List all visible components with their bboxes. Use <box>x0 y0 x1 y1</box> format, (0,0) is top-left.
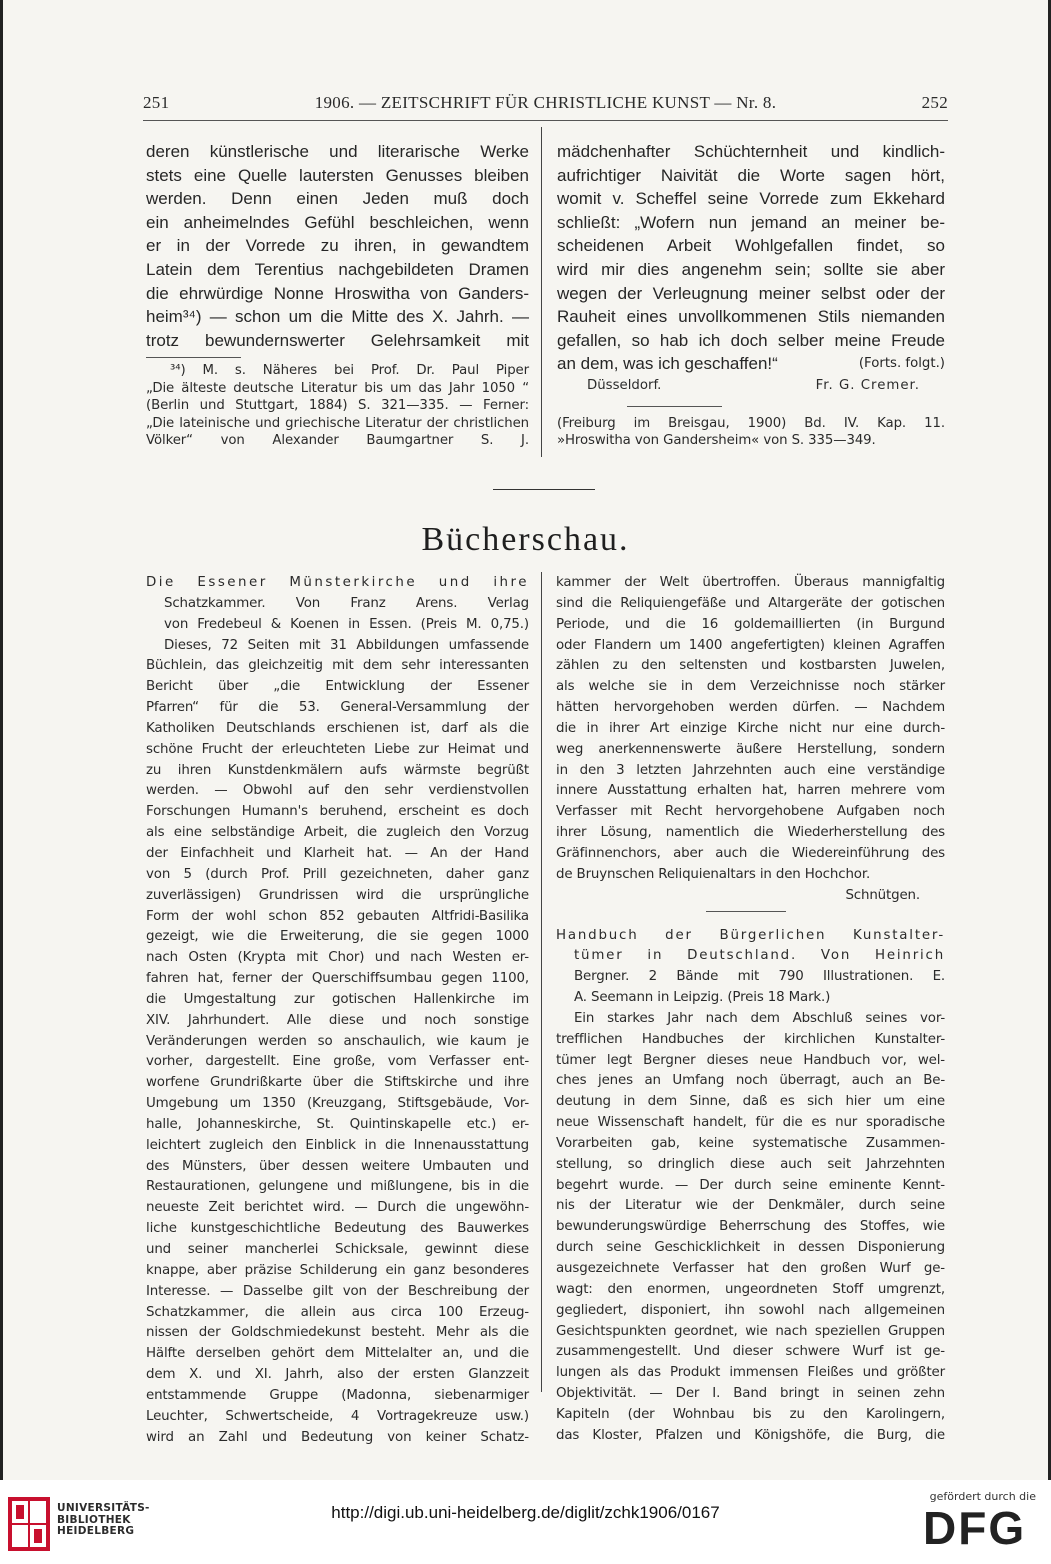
text-line: wird mir dies angenehm sein; sollte sie aber <box>557 259 945 279</box>
library-name-line: HEIDELBERG <box>57 1525 135 1537</box>
text-line: das Kloster, Pfalzen und Königshöfe, die Burg, die <box>556 1427 945 1443</box>
footnote <box>557 415 945 450</box>
text-line: Periode, und die 16 goldemaillierten (in Burgund <box>556 616 945 632</box>
text-line: werden. Denn einen Jeden muß doch <box>146 189 529 209</box>
text-line: leichtert zugleich den Einblick in die Innenausstattung <box>146 1137 529 1153</box>
text-line: vorher, dargestellt. Eine große, vom Verfasser ent- <box>146 1054 529 1070</box>
text-line: ches jenes an Umfang noch überragt, auch an Be- <box>556 1073 945 1089</box>
text-line: Verfasser mit Recht hervorgehobene Aufgaben noch <box>556 804 945 820</box>
dfg-logo-text: DFG <box>923 1504 1027 1550</box>
text-line: der Einfachheit und Klarheit hat. — An der Hand <box>146 845 529 861</box>
text-line: wegen der Verleugnung meiner selbst oder der <box>557 283 945 303</box>
text-line: und seiner mancherlei Schicksale, gewinnt diese <box>146 1242 529 1257</box>
text-line: de Bruynschen Reliquienaltars in den Hochchor. <box>556 866 871 882</box>
article-signature <box>557 376 945 396</box>
text-line: Veränderungen werden so anschaulich, wie kaum je <box>146 1033 529 1049</box>
text-line: Dieses, 72 Seiten mit 31 Abbildungen umfassende <box>164 637 529 653</box>
text-line: kammer der Welt übertroffen. Überaus mannigfaltig <box>556 575 945 590</box>
text-line: Restaurationen, gelungene und mißlungene, bis in die <box>146 1179 529 1195</box>
text-line: nis der Literatur wie der Denkmäler, durch seine <box>556 1198 945 1214</box>
text-line: als eine selbständige Arbeit, die zugleich den Vorzug <box>146 825 529 841</box>
review-divider <box>706 911 786 912</box>
footnote-line: (Berlin und Stuttgart, 1884) S. 321—335. — Ferner: <box>146 398 529 414</box>
text-line: Schatzkammer, die allein aus circa 100 Erzeug- <box>146 1304 529 1320</box>
signature-place: Düsseldorf. <box>587 377 662 393</box>
text-line: die in ihrer Art einzige Kirche nicht nur eine durch- <box>556 720 945 736</box>
text-line: in den 3 letzten Jahrzehnten auch eine verständige <box>556 762 945 778</box>
text-line: gezeigt, wie die Erweiterung, die sie gegen 1000 <box>146 929 529 945</box>
text-line: Interesse. — Dasselbe gilt von der Beschreibung der <box>146 1283 529 1299</box>
text-line: durch seine Geschicklichkeit in dessen Disponierung <box>556 1240 945 1256</box>
bottom-right-column <box>556 573 945 1447</box>
text-line: des Münsters, über dessen weitere Umbauten und <box>146 1158 529 1174</box>
text-line-last <box>557 352 945 376</box>
text-line: ihrer Lösung, namentlich die Wiederherstellung des <box>556 825 945 841</box>
review-heading-line: A. Seemann in Leipzig. (Preis 18 Mark.) <box>574 990 831 1006</box>
text-line: Latein dem Terentius nachgebildeten Dramen <box>146 259 529 279</box>
digitization-footer <box>0 1480 1051 1564</box>
text-line: ausgezeichnete Verfasser hat den großen Wurf ge- <box>556 1261 945 1276</box>
signature-author: Fr. G. Cremer. <box>815 377 920 393</box>
review-signature: Schnütgen. <box>845 887 920 903</box>
text-line: begehrt wurde. — Der durch seine eminente Kennt- <box>556 1177 945 1193</box>
text-line: Hälfte derselben gehört dem Mittelalter an, und die <box>146 1346 529 1362</box>
section-divider <box>493 489 595 490</box>
footnote-line: „Die älteste deutsche Literatur bis um das Jahr 1050 “ <box>146 380 529 396</box>
footnote <box>146 362 529 449</box>
text-line: zu ihren Kunstdenkmälern aufs wärmste begrüßt <box>146 762 529 778</box>
text-line: trotz bewundernswerter Gelehrsamkeit mit <box>146 330 529 350</box>
text-line: werden. — Obwohl auf den sehr verdienstvollen <box>146 783 529 799</box>
text-line: liche kunstgeschichtliche Bedeutung des Bauwerkes <box>146 1221 529 1237</box>
text-line: trefflichen Handbuches der kirchlichen Kunstalter- <box>556 1031 945 1047</box>
text-line: Ein starkes Jahr nach dem Abschluß seines vor- <box>574 1010 945 1026</box>
text-line: Objektivität. — Der I. Band bringt in seinen zehn <box>556 1386 945 1402</box>
text-line: neueste Zeit berichtet wird. — Durch die ungewöhn- <box>146 1200 529 1216</box>
review-heading-line: Bergner. 2 Bände mit 790 Illustrationen. E. <box>574 969 945 985</box>
text-line: Forschungen Humann's beruhend, erscheint es doch <box>146 804 529 820</box>
text-line: deutung in dem Sinne, daß es sich hier um eine <box>556 1094 945 1110</box>
text-line: dem X. und XI. Jahrh, also der ersten Glanzzeit <box>146 1367 529 1383</box>
running-header <box>143 93 948 119</box>
text-line: die Umgestaltung zur gotischen Hallenkirche im <box>146 991 529 1007</box>
dfg-logo-icon <box>921 1504 1039 1550</box>
header-rule <box>143 120 948 121</box>
text-line: wagt: den enormen, ungeordneten Stoff umgrenzt, <box>556 1281 945 1297</box>
text-line: Kapiteln (der Wohnbau bis zu den Karolingern, <box>556 1406 945 1422</box>
review-heading-line: Handbuch der Bürgerlichen Kunstalter- <box>556 927 945 943</box>
section-title: Bücherschau. <box>421 521 630 558</box>
text-line: Bericht über „die Entwicklung der Essener <box>146 679 529 695</box>
text-line: nissen der Goldschmiedekunst besteht. Mehr als die <box>146 1325 529 1341</box>
review-heading-line: Die Essener Münsterkirche und ihre <box>146 575 529 590</box>
footnote-line: „Die lateinische und griechische Literatur der christlichen <box>146 415 529 431</box>
text-line: zählen zu den seltensten und kostbarsten Juwelen, <box>556 658 945 674</box>
text-line: schließt: „Wofern nun jemand an meiner be- <box>557 212 945 232</box>
text-line: er in der Vorrede zu ihren, in gewandtem <box>146 236 529 256</box>
library-name-line: BIBLIOTHEK <box>57 1513 131 1526</box>
review-heading-line: von Fredebeul & Koenen in Essen. (Preis M. 0,75.) <box>164 616 529 632</box>
text-line: Katholiken Deutschlands erschienen ist, darf als die <box>146 720 529 736</box>
body-text <box>146 140 529 352</box>
text-line: nach Osten (Krypta mit Chor) und nach Westen er- <box>146 950 529 966</box>
text-line: Form der wohl schon 852 gebauten Altfridi-Basilika <box>146 908 529 924</box>
text-line: Gesichtspunkten geordnet, wie nach speziellen Gruppen <box>556 1323 945 1339</box>
footnote-rule <box>146 357 241 358</box>
text-line: scheidenen Arbeit Wohlgefallen findet, so <box>557 236 945 256</box>
journal-title: 1906. — ZEITSCHRIFT FÜR CHRISTLICHE KUNST — Nr. 8. <box>314 93 777 112</box>
continuation-note: (Forts. folgt.) <box>858 356 945 372</box>
text-line: lungen als das Produkt immensen Fleißes und größter <box>556 1365 945 1381</box>
text-line: als welche sie in dem Verzeichnisse noch stärker <box>556 679 945 695</box>
footnote-line: Völker“ von Alexander Baumgartner S. J. <box>146 432 529 448</box>
footnote-line: (Freiburg im Breisgau, 1900) Bd. IV. Kap. 11. <box>557 415 945 431</box>
text-line: knappe, aber präzise Schilderung ein ganz besonderes <box>146 1262 529 1278</box>
text-line: Rauheit eines unvollkommenen Stils niemanden <box>557 307 945 327</box>
text-line: heim³⁴) — schon um die Mitte des X. Jahrh. — <box>146 307 529 327</box>
text-line: hätten hervorgehoben werden dürfen. — Nachdem <box>556 700 945 716</box>
text-line: worfene Grundrißkarte über die Stiftskirche und ihre <box>146 1075 529 1091</box>
text-line: sind die Reliquiengefäße und Altargeräte der gotischen <box>556 595 945 611</box>
text-line: Umgebung um 1350 (Kreuzgang, Stiftsgebäude, Vor- <box>146 1096 529 1112</box>
bottom-left-column <box>146 573 529 1448</box>
text-line: zuverlässigen) Grundrissen wird die ursprüngliche <box>146 887 529 903</box>
footnote-line: »Hroswitha von Gandersheim« von S. 335—349. <box>557 433 876 449</box>
column-divider-bottom <box>541 572 542 1392</box>
text-line: gegliedert, disponiert, ihn sowohl nach allgemeinen <box>556 1302 945 1318</box>
top-left-column <box>146 140 529 449</box>
review-heading-line: tümer in Deutschland. Von Heinrich <box>574 948 945 964</box>
text-line: XIV. Jahrhundert. Alle diese und noch sonstige <box>146 1012 529 1028</box>
text-line: stellung, so dringlich diese auch seit Jahrzehnten <box>556 1156 945 1172</box>
library-name-line: UNIVERSITÄTS- <box>57 1502 150 1514</box>
text-line: womit v. Scheffel seine Vorrede zum Ekkehard <box>557 189 945 209</box>
text-line: von 5 (durch Prof. Prill gezeichneten, daher ganz <box>146 866 529 882</box>
closing-line: an dem, was ich geschaffen!“ <box>557 354 778 374</box>
text-line: fahren hat, ferner der Querschiffsumbau gegen 1100, <box>146 971 529 987</box>
text-line: neue Wissenschaft handelt, für die es nur sporadische <box>556 1115 945 1131</box>
text-line: weg anerkennenswerte äußere Herstellung, sondern <box>556 741 945 757</box>
text-line: deren künstlerische und literarische Werke <box>146 142 529 161</box>
page-number-right: 252 <box>921 93 948 112</box>
text-line: Büchlein, das gleichzeitig mit dem sehr interessanten <box>146 658 529 674</box>
text-line: die ehrwürdige Nonne Hroswitha von Ganders- <box>146 283 529 303</box>
footnote-line: ³⁴) M. s. Näheres bei Prof. Dr. Paul Piper <box>170 363 529 379</box>
permalink[interactable]: http://digi.ub.uni-heidelberg.de/diglit/zchk1906/0167 <box>331 1503 720 1522</box>
review-heading-line: Schatzkammer. Von Franz Arens. Verlag <box>164 595 529 611</box>
text-line: Leuchter, Schwertscheide, 4 Vortragekreuze usw.) <box>146 1408 529 1424</box>
funding-note: gefördert durch die <box>929 1490 1036 1503</box>
text-line: ein anheimelndes Gefühl beschleichen, wenn <box>146 212 529 232</box>
text-line: Vorarbeiten gab, keine systematische Zusammen- <box>556 1135 945 1151</box>
body-text <box>557 140 945 376</box>
text-line: oder Flandern um 1400 angefertigten) kleinen Agraffen <box>556 637 945 653</box>
text-line: Pfarren“ für die 53. General-Versammlung der <box>146 700 529 716</box>
text-line: innere Ausstattung erhalten hat, harren mehrere vom <box>556 783 945 799</box>
column-divider-top <box>541 127 542 457</box>
text-line: schöne Frucht der erleuchteten Liebe zur Heimat und <box>146 741 529 757</box>
text-line: bewunderungswürdige Beherrschung des Stoffes, wie <box>556 1219 945 1235</box>
footnote-rule <box>627 406 722 407</box>
text-line: gefallen, so hab ich doch selber meine Freude <box>557 330 945 350</box>
top-right-column <box>557 140 945 450</box>
text-line: Gräfinnenchors, aber auch die Wiedereinführung des <box>556 845 945 861</box>
text-line: mädchenhafter Schüchternheit und kindlich- <box>557 142 945 161</box>
text-line: aufrichtiger Naivität die Worte sagen hört, <box>557 165 945 185</box>
text-line: wird an Zahl und Bedeutung von keiner Schatz- <box>146 1429 529 1445</box>
text-line: halle, Johanneskirche, St. Quintinskapelle etc.) er- <box>146 1116 529 1132</box>
text-line: entstammende Gruppe (Madonna, siebenarmiger <box>146 1387 529 1403</box>
text-line: tümer legt Bergner dieses neue Handbuch vor, wel- <box>556 1052 945 1068</box>
text-line: stets eine Quelle lautersten Genusses bleiben <box>146 165 529 185</box>
page-number-left: 251 <box>143 93 170 112</box>
text-line: zusammengestellt. Und dieser schwere Wurf ist ge- <box>556 1344 945 1360</box>
